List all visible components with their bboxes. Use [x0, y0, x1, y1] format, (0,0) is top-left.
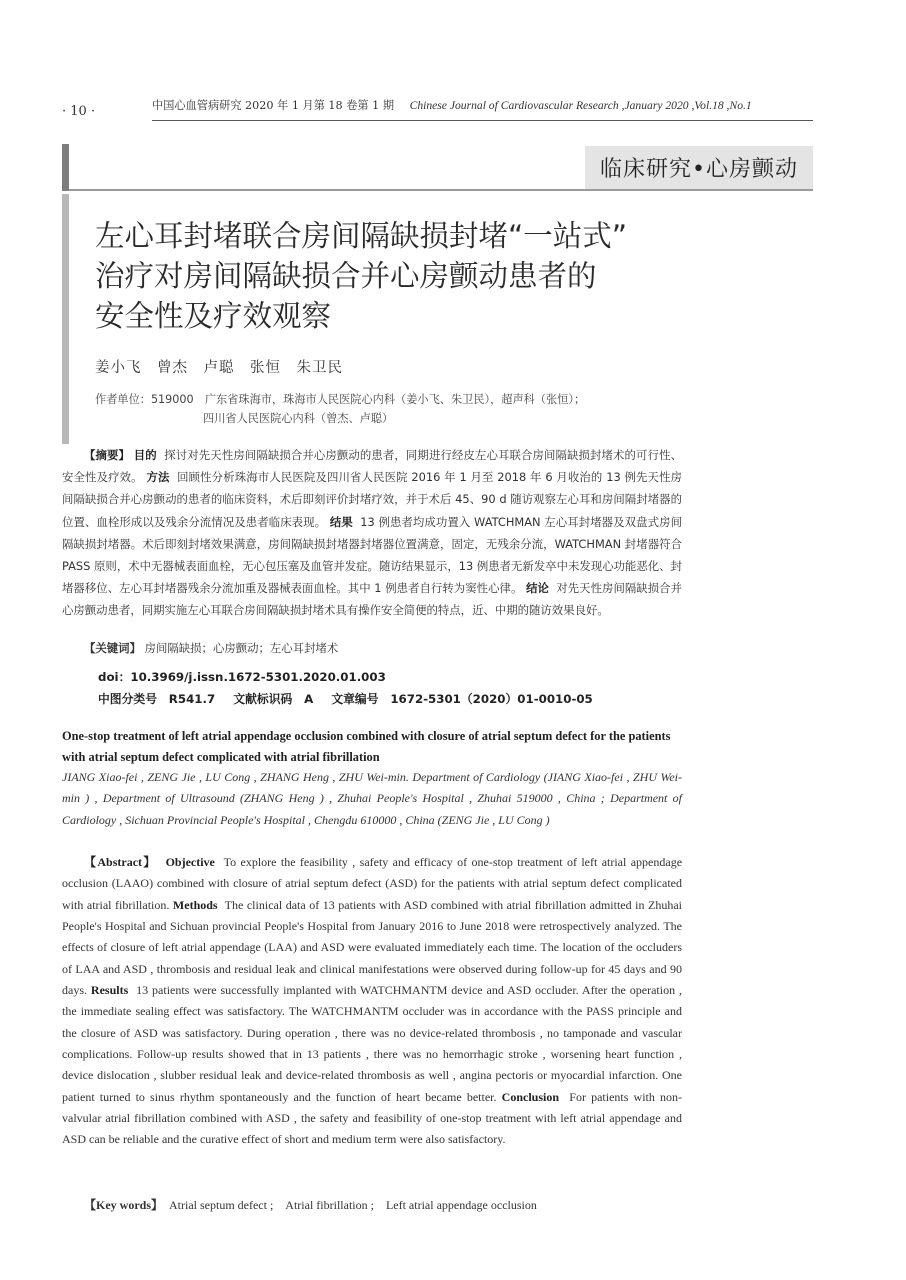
results-label: 结果 [329, 514, 353, 529]
journal-header [152, 97, 812, 113]
clc-number: 中图分类号 R541.7 [98, 692, 216, 706]
chinese-abstract [62, 444, 682, 622]
conclusion-label: 结论 [526, 581, 549, 596]
section-label: 临床研究•心房颤动 [585, 146, 813, 189]
english-keywords [84, 1196, 537, 1213]
title-line: 左心耳封堵联合房间隔缺损封堵“一站式” [95, 219, 628, 253]
section-left-bar [62, 144, 69, 191]
english-abstract [62, 852, 682, 1151]
objective-label: 目的 [133, 448, 157, 462]
methods-label: 方法 [146, 470, 170, 485]
objective-text-en: To explore the feasibility , safety and efficacy of one-stop treatment of left atrial appendage occlusion (LAAO) combined with closure of atrial septum defect (ASD) for the patients with atrial septum defect complicated with atrial fibrillation. [62, 855, 683, 912]
results-label-en: Results [90, 983, 129, 998]
chinese-keywords [84, 640, 338, 656]
conclusion-text: 对先天性房间隔缺损合并心房颤动患者，同期实施左心耳联合房间隔缺损封堵术具有操作安全简便的特点，近、中期的随访效果良好。 [62, 581, 682, 618]
keywords-label-en: 【Key words】 [84, 1198, 163, 1212]
conclusion-text-en: For patients with non-valvular atrial fibrillation combined with ASD , the safety and feasibility of one-stop treatment with left atrial appendage and ASD can be reliable and the curative effect of short and medium term were also satisfactory. [62, 1089, 683, 1147]
english-title: One-stop treatment of left atrial appendage occlusion combined with closure of atrial septum defect for the patients with atrial septum defect complicated with atrial fibrillation [62, 729, 671, 764]
affiliation [95, 390, 735, 428]
results-text: 13 例患者均成功置入 WATCHMAN 左心耳封堵器及双盘式房间隔缺损封堵器。术后即刻封堵效果满意，房间隔缺损封堵器封堵器位置满意，固定，无残余分流，WATCHMAN 封堵器符合 PASS 原则，术中无器械表面血栓，无心包压塞及血管并发症。随访结果显示，13 例患者无新发卒中未发现心功能恶化、封堵器移位、左心耳封堵器残余分流加重及器械表面血栓。其中 1 例患者自行转为窦性心律。 [62, 514, 682, 596]
objective-label-en: Objective [165, 855, 215, 869]
methods-text-en: The clinical data of 13 patients with ASD combined with atrial fibrillation admitted in Zhuhai People's Hospital and Sichuan provincial People's Hospital from January 2016 to June 2018 were retrospectively analyzed. The effects of closure of left atrial appendage (LAA) and ASD were evaluated immediately each time. The location of the occluders of LAA and ASD , thrombosis and residual leak and clinical manifestations were observed during follow-up for 45 days and 90 days. [62, 897, 683, 998]
keywords-text-en: Atrial septum defect ; Atrial fibrillation ; Left atrial appendage occlusion [169, 1198, 537, 1212]
affiliation-line-2: 四川省人民医院心内科（曾杰、卢聪） [203, 412, 394, 425]
results-text-en: 13 patients were successfully implanted with WATCHMANTM device and ASD occluder. After the operation , the immediate sealing effect was satisfactory. The WATCHMANTM occluder was in accordance with the PASS principle and the closure of ASD was satisfactory. During operation , there was no device-related thrombosis , no tamponade and vascular complications. Follow-up results showed that in 13 patients , there was no hemorrhagic stroke , worsening heart function , device dislocation , slubber residual leak and device-related thrombosis as well , angina pectoris or myocardial infarction. One patient turned to sinus rhythm spontaneously and the function of heart became better. [62, 983, 682, 1104]
keywords-label: 【关键词】 [84, 641, 141, 655]
conclusion-label-en: Conclusion [501, 1089, 560, 1104]
article-title [95, 216, 795, 336]
title-line: 安全性及疗效观察 [95, 299, 332, 333]
section-rule [69, 189, 813, 191]
doi: doi：10.3969/j.issn.1672-5301.2020.01.003 [98, 670, 386, 684]
english-authors: JIANG Xiao-fei , ZENG Jie , LU Cong , ZHANG Heng , ZHU Wei-min. Department of Cardiology (JIANG Xiao-fei , ZHU Wei-min ) , Department of Ultrasound (ZHANG Heng ) , Zhuhai People's Hospital , Zhuhai 519000 , China ; Department of Cardiology , Sichuan Provincial People's Hospital , Chengdu 610000 , China (ZENG Jie , LU Cong ) [62, 770, 682, 827]
objective-text: 探讨对先天性房间隔缺损合并心房颤动的患者，同期进行经皮左心耳联合房间隔缺损封堵术的可行性、安全性及疗效。 [62, 448, 682, 485]
methods-text: 回顾性分析珠海市人民医院及四川省人民医院 2016 年 1 月至 2018 年 6 月收治的 13 例先天性房间隔缺损合并心房颤动的患者的临床资料，术后即刻评价封堵疗效，并于术后 45、90 d 随访观察左心耳和房间隔封堵器的位置、血栓形成以及残余分流情况及患者临床表现。 [62, 470, 682, 529]
keywords-text: 房间隔缺损；心房颤动；左心耳封堵术 [144, 641, 339, 655]
title-left-bar [62, 194, 69, 444]
document-code: 文献标识码 A [233, 692, 314, 706]
abstract-label-en: 【Abstract】 [84, 855, 157, 869]
header-rule [152, 120, 813, 121]
author-list: 姜小飞 曾杰 卢聪 张恒 朱卫民 [95, 360, 343, 376]
affiliation-line-1: 作者单位：519000 广东省珠海市，珠海市人民医院心内科（姜小飞、朱卫民），超声科（张恒）； [95, 393, 586, 406]
article-number: 文章编号 1672-5301（2020）01-0010-05 [331, 692, 593, 706]
methods-label-en: Methods [172, 897, 218, 912]
page-number: · 10 · [62, 104, 96, 119]
abstract-label: 【摘要】 [84, 448, 131, 462]
journal-name-en: Chinese Journal of Cardiovascular Research ,January 2020 ,Vol.18 ,No.1 [409, 99, 752, 112]
journal-name-cn: 中国心血管病研究 2020 年 1 月第 18 卷第 1 期 [152, 99, 395, 112]
classification-line [98, 690, 607, 707]
title-line: 治疗对房间隔缺损合并心房颤动患者的 [95, 259, 597, 293]
